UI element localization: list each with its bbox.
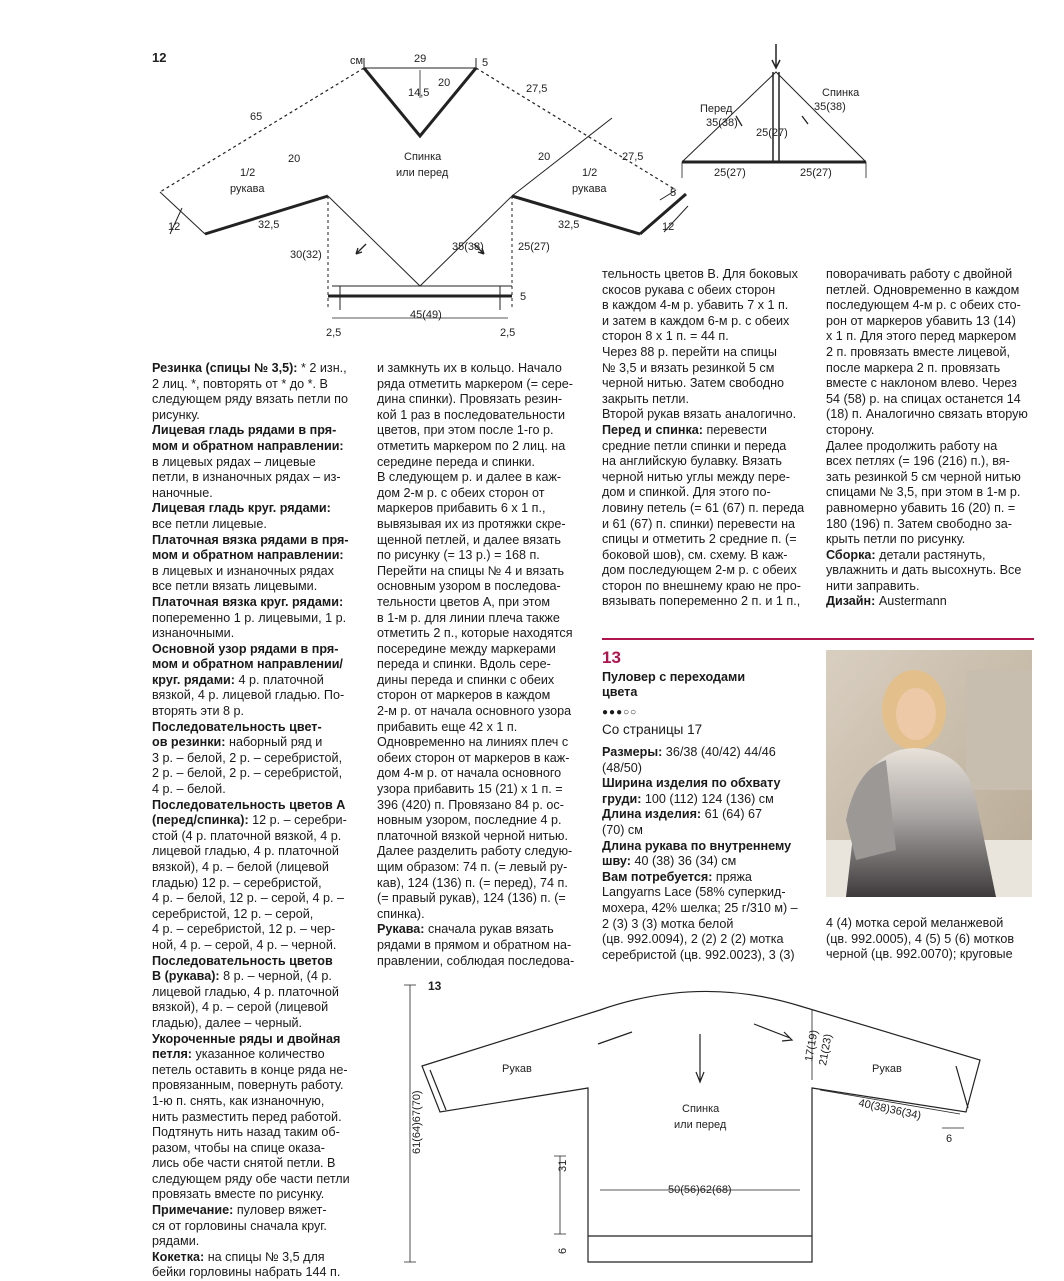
schema-left-width: 25(27) bbox=[714, 167, 746, 179]
col1-paragraph bbox=[152, 954, 362, 1032]
col1-paragraph bbox=[152, 533, 362, 595]
model-photo bbox=[826, 650, 1032, 897]
col5-text: пряжа Langyarns Lace (58% суперкид- мохера, 42% шелка; 25 г/310 м) – 2 (3) 3 (3) мотка белой (цв. 992.0094), 2 (2) 2 (2) мотка серебристой (цв. 992.0023), 3 (3) bbox=[602, 869, 798, 962]
half-sleeve-right-2: рукава bbox=[572, 183, 607, 195]
col1-text: 12 р. – серебри- стой (4 р. платочной вязкой, 4 р. лицевой гладью, 4 р. платочной вязкой), 4 р. – белой (лицевой гладью) 12 р. – серебристой, 4 р. – белой, 12 р. – серой, 4 р. – серебристой, 12 р. – серой, 4 р. – серебристой, 12 р. – чер- ной, 4 р. – серой, 4 р. – черной. bbox=[152, 813, 347, 952]
col5-text: 61 (64) 67 (70) см bbox=[602, 807, 763, 837]
col1-text: * 2 изн., 2 лиц. *, повторять от * до *. В следующем ряду вязать петли по рисунку. bbox=[152, 361, 348, 422]
schema-right-width: 25(27) bbox=[800, 167, 832, 179]
diagram-13-label: 13 bbox=[428, 979, 442, 993]
col2-paragraph bbox=[377, 361, 587, 922]
dim-band: 5 bbox=[520, 291, 527, 303]
col1-heading: Платочная вязка круг. рядами: bbox=[152, 594, 344, 609]
col1-heading: Лицевая гладь круг. рядами: bbox=[152, 501, 331, 516]
col5-heading: Длина рукава по внутреннему шву: bbox=[602, 838, 792, 869]
dim-height-left: 30(32) bbox=[290, 249, 322, 261]
col5-heading: Размеры: bbox=[602, 745, 663, 759]
difficulty-dots: ●●●○○ bbox=[602, 707, 638, 718]
col4-paragraph bbox=[826, 267, 1036, 548]
col5-heading: Ширина изделия по обхвату груди: bbox=[602, 776, 781, 806]
col4-heading: Сборка: bbox=[826, 547, 876, 562]
section-title-text: Пуловер с переходами цвета bbox=[602, 670, 746, 699]
text-column-5 bbox=[602, 745, 812, 963]
dim-cuff-right-top: 5 bbox=[670, 187, 677, 199]
dim-margin-right: 2,5 bbox=[500, 327, 516, 339]
col1-text: наборный ряд и 3 р. – белой, 2 р. – серебристой, 2 р. – белой, 2 р. – серебристой, 4 р. – белой. bbox=[152, 735, 343, 797]
schema-back-2: 35(38) bbox=[814, 101, 846, 113]
d13-sleeve-right: Рукав bbox=[872, 1063, 902, 1075]
col5-heading: Длина изделия: bbox=[602, 807, 702, 822]
col4-paragraph bbox=[826, 548, 1036, 595]
col1-heading: Основной узор рядами в пря- мом и обратном направлении/ круг. рядами: bbox=[152, 641, 343, 687]
col5-text: 36/38 (40/42) 44/46 (48/50) bbox=[602, 745, 776, 775]
col1-paragraph bbox=[152, 1203, 362, 1250]
d13-body-2: или перед bbox=[674, 1119, 727, 1131]
dim-left-diag: 20 bbox=[288, 153, 301, 165]
col1-heading: Последовательность цвет- ов резинки: bbox=[152, 719, 322, 750]
col1-heading: Укороченные ряды и двойная петля: bbox=[152, 1031, 341, 1062]
col5-paragraph bbox=[602, 776, 812, 807]
col1-heading: Примечание: bbox=[152, 1203, 234, 1218]
d13-body-height: 31 bbox=[557, 1159, 569, 1172]
col1-text: в лицевых рядах – лицевые петли, в изнаночных рядах – из- наночные. bbox=[152, 454, 341, 500]
col4-paragraph bbox=[826, 594, 1036, 610]
schema-center-height: 25(27) bbox=[756, 127, 788, 139]
dim-right-diag: 20 bbox=[538, 151, 551, 163]
dim-margin-left: 2,5 bbox=[326, 327, 342, 339]
col4-text: Austermann bbox=[875, 594, 947, 609]
section-divider bbox=[602, 638, 1034, 640]
dim-neck-top: 29 bbox=[414, 53, 427, 65]
text-column-2 bbox=[377, 361, 587, 969]
col4-text: поворачивать работу с двойной петлей. Одновременно в каждом последующем 4-м р. с обеих сто- рон от маркеров убавить 13 (14) х 1 п. Для этого перед маркером 2 п. провязать вместе лицевой, после маркера 2 п. провязать вместе с наклоном влево. Через 54 (58) р. на спицах останется 14 (18) п. Аналогично связать вторую сторону. Далее продолжить работу на всех петлях (= 196 (216) п.), вя- зать резинкой 5 см черной нитью спицами № 3,5, при этом в 1-м р. равномерно убавить 16 (20) п. = 180 (196) п. Затем свободно за- крыть петли по рисунку. bbox=[826, 267, 1028, 547]
text-column-4 bbox=[826, 267, 1036, 610]
half-sleeve-left-1: 1/2 bbox=[240, 167, 256, 179]
col1-text: попеременно 1 р. лицевыми, 1 р. изнаночными. bbox=[152, 610, 347, 641]
col1-paragraph bbox=[152, 595, 362, 642]
d13-raglan-a: 17(19) bbox=[803, 1029, 821, 1063]
dim-sleeve-right: 32,5 bbox=[558, 219, 580, 231]
col4-heading: Дизайн: bbox=[826, 594, 876, 609]
col1-text: указанное количество петель оставить в конце ряда не- провязанным, повернуть работу. 1-ю п. снять, как изнаночную, нить разместить перед работой. Подтянуть нить назад таким об- разом, чтобы на спице оказа- лись обе части снятой петли. В следующем ряду обе части петли провязать вместе по рисунку. bbox=[152, 1047, 350, 1202]
dim-sleeve-left: 32,5 bbox=[258, 219, 280, 231]
schema-front-2: 35(38) bbox=[706, 117, 738, 129]
col1-paragraph bbox=[152, 798, 362, 954]
section-number: 13 bbox=[602, 648, 621, 667]
dim-raglan: 35(38) bbox=[452, 241, 484, 253]
col1-text: 8 р. – черной, (4 р. лицевой гладью, 4 р. платочной вязкой), 4 р. – серой (лицевой гладью), далее – черный. bbox=[152, 969, 339, 1030]
dim-cm: см bbox=[350, 55, 364, 67]
col6-text: 4 (4) мотка серой меланжевой (цв. 992.0005), 4 (5) 5 (6) мотков черной (цв. 992.0070); круговые bbox=[826, 916, 1015, 962]
text-column-6 bbox=[826, 916, 1036, 963]
col3-text: перевести средние петли спинки и переда на английскую булавку. Вязать черной нитью углы между пере- дом и спинкой. Для этого по- ловину петель (= 61 (67) п. переда и 61 (67) п. спинки) перевести на спицы и отметить 2 средние п. (= боковой шов), см. схему. В каж- дом последующем 2-м р. с обеих сторон по внешнему краю не про- вязывать попеременно 2 п. и 1 п., bbox=[602, 422, 805, 609]
body-label-1: Спинка bbox=[404, 151, 442, 163]
col1-text: на спицы № 3,5 для бейки горловины набрать 144 п. bbox=[152, 1249, 341, 1280]
col3-paragraph bbox=[602, 423, 812, 610]
dim-neck-slope: 20 bbox=[438, 77, 451, 89]
d13-raglan-b: 21(23) bbox=[817, 1033, 835, 1067]
col2-heading: Рукава: bbox=[377, 922, 425, 937]
col5-paragraph bbox=[602, 839, 812, 870]
col1-heading: Резинка (спицы № 3,5): bbox=[152, 361, 298, 375]
col1-paragraph bbox=[152, 1032, 362, 1204]
col3-heading: Перед и спинка: bbox=[602, 422, 703, 437]
text-column-1 bbox=[152, 361, 362, 1281]
col1-heading: Последовательность цветов А (перед/спинка): bbox=[152, 797, 346, 828]
col5-text: 40 (38) 36 (34) см bbox=[630, 854, 737, 869]
dim-bottom-width: 45(49) bbox=[410, 309, 442, 321]
d13-cuff: 6 bbox=[946, 1133, 953, 1145]
half-sleeve-right-1: 1/2 bbox=[582, 167, 598, 179]
half-sleeve-left-2: рукава bbox=[230, 183, 265, 195]
col1-text: пуловер вяжет- ся от горловины сначала круг. рядами. bbox=[152, 1203, 327, 1249]
col1-text: все петли лицевые. bbox=[152, 516, 267, 531]
col1-heading: Платочная вязка рядами в пря- мом и обратном направлении: bbox=[152, 532, 349, 563]
col1-paragraph bbox=[152, 501, 362, 532]
col1-paragraph bbox=[152, 720, 362, 798]
col1-text: 4 р. платочной вязкой, 4 р. лицевой гладью. По- вторять эти 8 р. bbox=[152, 672, 345, 719]
dim-right-outer2: 27,5 bbox=[622, 151, 644, 163]
col1-heading: Последовательность цветов В (рукава): bbox=[152, 953, 333, 984]
col1-paragraph bbox=[152, 423, 362, 501]
d13-body-width: 50(56)62(68) bbox=[668, 1184, 732, 1196]
d13-band-height: 6 bbox=[557, 1247, 569, 1254]
col2-text: и замкнуть их в кольцо. Начало ряда отметить маркером (= сере- дина спинки). Провязать резин- кой 1 раз в последовательности цветов, при этом после 1-го р. отметить маркером по 2 лиц. на середине переда и спинки. В следующем р. и далее в каж- дом 2-м р. с обеих сторон от маркеров прибавить 6 х 1 п., вывязывая их из протяжки скре- щенной петлей, и далее вязать по рисунку (= 13 р.) = 168 п. Перейти на спицы № 4 и вязать основным узором в последова- тельности цветов А, при этом в 1-м р. для линии плеча также отметить 2 п., которые находятся посередине между маркерами переда и спинки. Вдоль сере- дины переда и спинки с обеих сторон от маркеров в каждом 2-м р. от начала основного узора прибавить еще 42 х 1 п. Одновременно на линиях плеч с обеих сторон от маркеров в каж- дом 4-м р. от начала основного узора прибавить 15 (21) х 1 п. = 396 (420) п. Провязано 84 р. ос- новным узором, последние 4 р. платочной вязкой черной нитью. Далее разделить работу следую- щим образом: 74 п. (= левый ру- кав), 124 (136) п. (= перед), 74 п. (= правый рукав), 124 (136) п. (= спинка). bbox=[377, 361, 573, 921]
dim-height-right: 25(27) bbox=[518, 241, 550, 253]
body-label-2: или перед bbox=[396, 167, 449, 179]
col1-text: в лицевых и изнаночных рядах все петли вязать лицевыми. bbox=[152, 563, 334, 594]
diagram-12-label: 12 bbox=[152, 50, 167, 65]
d13-body-1: Спинка bbox=[682, 1103, 720, 1115]
col1-paragraph bbox=[152, 361, 362, 423]
col5-paragraph bbox=[602, 745, 812, 776]
dim-left-outer: 65 bbox=[250, 111, 263, 123]
col5-text: 100 (112) 124 (136) см bbox=[641, 791, 774, 806]
col6-paragraph bbox=[826, 916, 1036, 963]
d13-sleeve-length: 40(38)36(34) bbox=[857, 1097, 923, 1123]
col3-paragraph bbox=[602, 267, 812, 423]
section-title bbox=[602, 670, 812, 700]
d13-sleeve-left: Рукав bbox=[502, 1063, 532, 1075]
dim-cuff-left: 12 bbox=[168, 221, 181, 233]
schema-front-1: Перед bbox=[700, 103, 733, 115]
schema-back-1: Спинка bbox=[822, 87, 860, 99]
col2-text: сначала рукав вязать рядами в прямом и обратном на- правлении, соблюдая последова- bbox=[377, 922, 575, 968]
col5-paragraph bbox=[602, 807, 812, 838]
col3-text: тельность цветов В. Для боковых скосов рукава с обеих сторон в каждом 4-м р. убавить 7 х 1 п. и затем в каждом 6-м р. с обеих сторон 8 х 1 п. = 44 п. Через 88 р. перейти на спицы № 3,5 и вязать резинкой 5 см черной нитью. Затем свободно закрыть петли. Второй рукав вязать аналогично. bbox=[602, 267, 798, 422]
dim-neck-right: 5 bbox=[482, 57, 489, 69]
d13-total-height: 61(64)67(70) bbox=[411, 1090, 423, 1154]
col1-heading: Кокетка: bbox=[152, 1249, 205, 1264]
dim-neck-depth: 14,5 bbox=[408, 87, 430, 99]
from-page: Со страницы 17 bbox=[602, 722, 703, 737]
text-column-3 bbox=[602, 267, 812, 610]
col5-heading: Вам потребуется: bbox=[602, 869, 713, 884]
col1-paragraph bbox=[152, 1250, 362, 1281]
dim-right-outer: 27,5 bbox=[526, 83, 548, 95]
col4-text: детали растянуть, увлажнить и дать высохнуть. Все нити заправить. bbox=[826, 547, 1022, 593]
col1-heading: Лицевая гладь рядами в пря- мом и обратном направлении: bbox=[152, 423, 344, 453]
dim-cuff-right: 12 bbox=[662, 221, 675, 233]
col5-paragraph bbox=[602, 870, 812, 964]
col1-paragraph bbox=[152, 642, 362, 720]
col2-paragraph bbox=[377, 922, 587, 969]
